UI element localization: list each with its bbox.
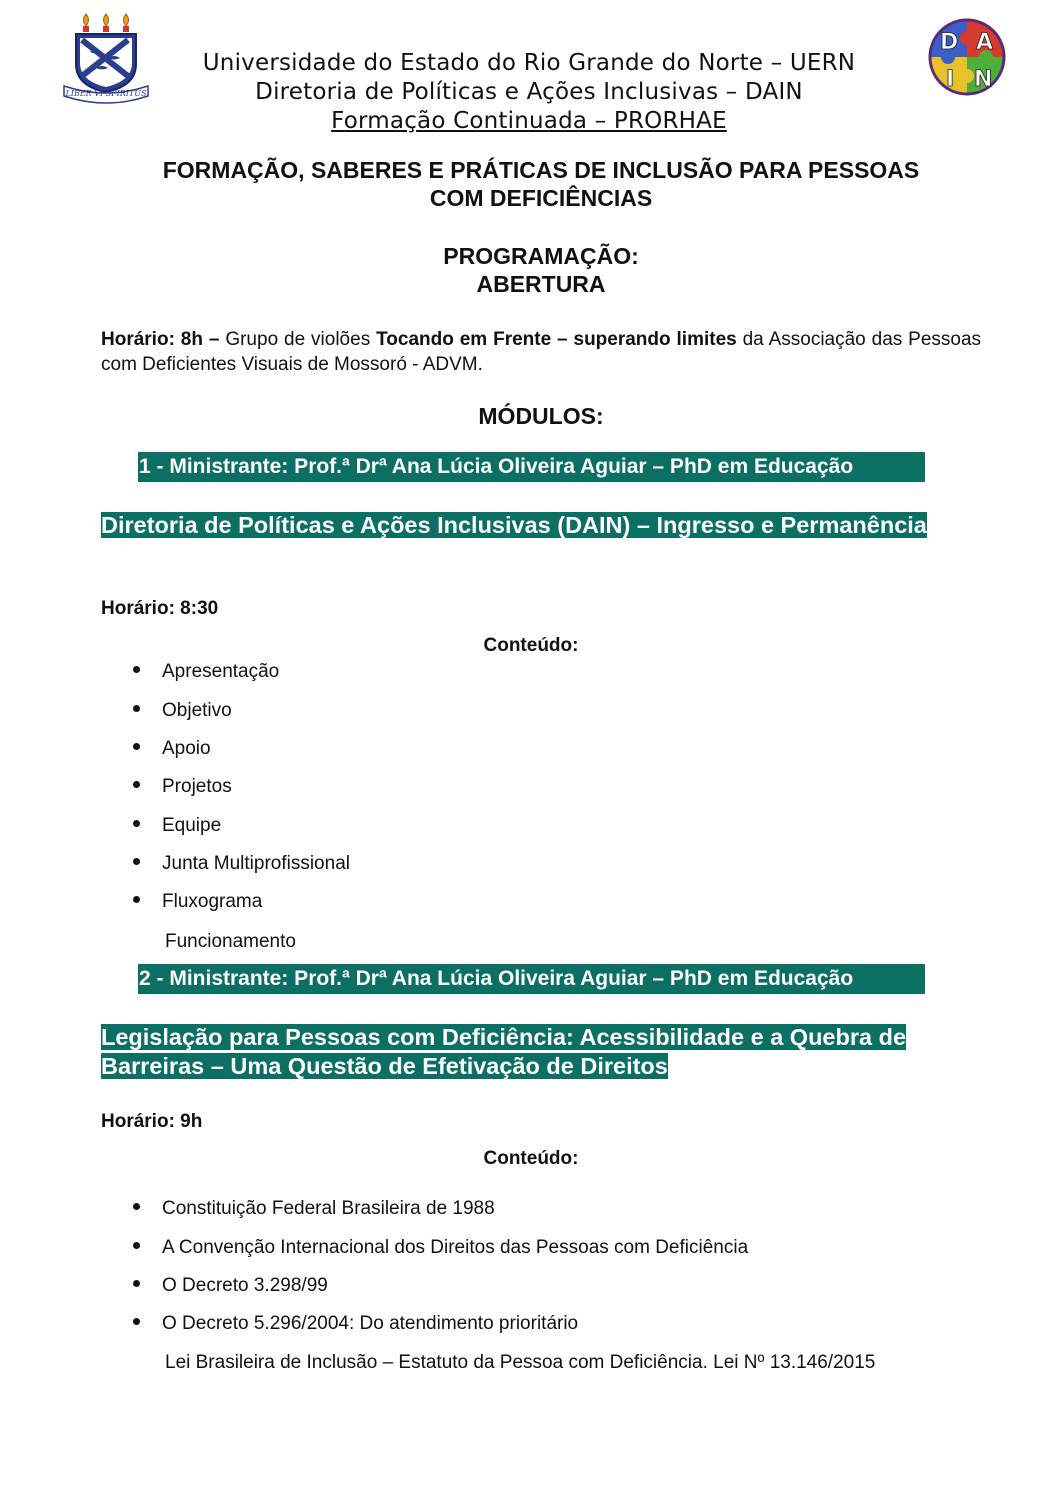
module1-conteudo-label: Conteúdo: <box>483 635 579 656</box>
module2-extra-item: Lei Brasileira de Inclusão – Estatuto da Pessoa com Deficiência. Lei Nº 13.146/2015 <box>165 1352 876 1373</box>
list-item-text: O Decreto 5.296/2004: Do atendimento prioritário <box>162 1313 579 1334</box>
bullet-icon <box>133 705 140 712</box>
abertura-paragraph <box>101 327 981 377</box>
bullet-icon <box>133 743 140 750</box>
list-item <box>133 776 232 798</box>
list-item-text: Apresentação <box>162 661 280 682</box>
module1-extra-item: Funcionamento <box>165 931 296 952</box>
list-item-text: Constituição Federal Brasileira de 1988 <box>162 1198 495 1219</box>
dain-letter-a: A <box>976 30 994 55</box>
list-item <box>133 738 211 760</box>
abertura-label: Horário: 8h <box>101 329 203 350</box>
bullet-icon <box>133 1318 140 1325</box>
module2-horario: Horário: 9h <box>101 1111 203 1132</box>
dain-letter-n: N <box>974 67 993 92</box>
module1-title-text: Diretoria de Políticas e Ações Inclusivas (DAIN) – Ingresso e Permanência <box>101 512 927 538</box>
module2-title <box>101 1023 961 1081</box>
dain-letter-i: I <box>946 67 955 92</box>
bullet-icon <box>133 820 140 827</box>
module2-ministrante: 2 - Ministrante: Prof.ª Drª Ana Lúcia Oliveira Aguiar – PhD em Educação <box>138 964 925 994</box>
list-item <box>133 853 350 875</box>
dain-letter-d: D <box>940 30 959 55</box>
bullet-icon <box>133 1280 140 1287</box>
bullet-icon <box>133 858 140 865</box>
list-item-text: Fluxograma <box>162 891 263 912</box>
list-item-text: Equipe <box>162 815 222 836</box>
list-item <box>133 1198 495 1220</box>
list-item-text: Objetivo <box>162 700 232 721</box>
module2-conteudo-label: Conteúdo: <box>483 1148 579 1169</box>
bullet-icon <box>133 896 140 903</box>
document-title-line1: FORMAÇÃO, SABERES E PRÁTICAS DE INCLUSÃO PARA PESSOAS <box>162 157 920 183</box>
list-item <box>133 891 262 913</box>
bullet-icon <box>133 1242 140 1249</box>
list-item <box>133 1313 578 1335</box>
list-item <box>133 1275 328 1297</box>
abertura-dash: – <box>202 329 226 350</box>
module1-ministrante: 1 - Ministrante: Prof.ª Drª Ana Lúcia Oliveira Aguiar – PhD em Educação <box>138 452 925 482</box>
bullet-icon <box>133 781 140 788</box>
module2-title-text: Legislação para Pessoas com Deficiência: Acessibilidade e a Quebra de Barreiras – Uma Questão de Efetivação de Direitos <box>101 1024 907 1079</box>
programacao-heading: PROGRAMAÇÃO: <box>443 243 639 269</box>
header-program-text: Formação Continuada – PRORHAE <box>331 108 727 134</box>
bullet-icon <box>133 1203 140 1210</box>
header-program <box>0 108 1058 134</box>
module1-horario: Horário: 8:30 <box>101 598 219 619</box>
modulos-heading: MÓDULOS: <box>478 403 604 429</box>
list-item <box>133 700 232 722</box>
abertura-group-name: Tocando em Frente – superando limites <box>376 329 737 350</box>
module1-title <box>101 511 961 540</box>
list-item-text: Junta Multiprofissional <box>162 853 350 874</box>
header-university: Universidade do Estado do Rio Grande do Norte – UERN <box>202 50 856 76</box>
abertura-text2: da Associação das Pessoas com Deficientes Visuais de Mossoró - ADVM. <box>101 329 982 375</box>
abertura-heading: ABERTURA <box>476 271 606 297</box>
header-directorate: Diretoria de Políticas e Ações Inclusivas – DAIN <box>255 79 803 105</box>
abertura-text1: Grupo de violões <box>225 329 377 350</box>
list-item <box>133 661 279 683</box>
list-item <box>133 1237 748 1259</box>
document-title-line2: COM DEFICIÊNCIAS <box>429 185 653 211</box>
list-item <box>133 815 221 837</box>
bullet-icon <box>133 666 140 673</box>
list-item-text: Projetos <box>162 776 232 797</box>
list-item-text: A Convenção Internacional dos Direitos das Pessoas com Deficiência <box>162 1237 749 1258</box>
crest-motto: LIBER VI SPIRITUS <box>65 89 147 98</box>
list-item-text: O Decreto 3.298/99 <box>162 1275 328 1296</box>
list-item-text: Apoio <box>162 738 211 759</box>
